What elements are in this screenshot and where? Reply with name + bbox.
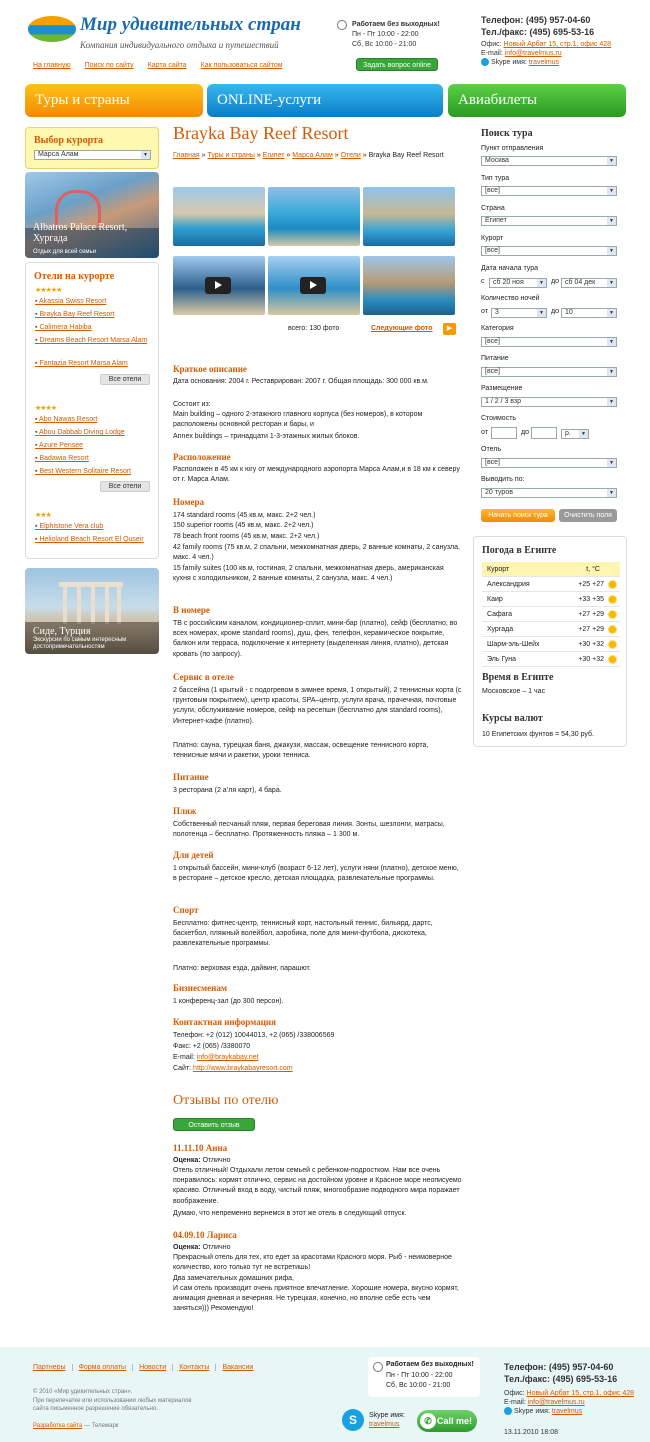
room-item: 15 family suites (100 кв.м, гостиная, 2 спальни, межкомнатная дверь, американская кухня с холодильником, 2 ванные комнаты, 2 санузла, макс. 4 чел.) bbox=[173, 565, 444, 583]
field-label: Тип тура bbox=[481, 175, 510, 182]
email-label: E-mail: bbox=[504, 1399, 526, 1406]
brief-annex: Annex buildings – тринадцати 1-3-этажных жилых блоков. bbox=[173, 433, 360, 440]
nav-howto-link[interactable]: Как пользоваться сайтом bbox=[200, 62, 283, 69]
date-to-select[interactable]: сб 04 дек ▼ bbox=[561, 278, 617, 288]
category-select[interactable]: [все] ▼ bbox=[481, 337, 617, 347]
brief-text: Дата основания: 2004 г. Реставрирован: 2007 г. Общая площадь: 300 000 кв.м. bbox=[173, 378, 429, 385]
promo-side[interactable] bbox=[25, 568, 159, 654]
video-thumbnail[interactable] bbox=[268, 256, 360, 315]
breadcrumb-link[interactable]: Отели bbox=[340, 152, 361, 159]
sport-paid-text: Платно: верховая езда, дайвинг, парашют. bbox=[173, 965, 311, 972]
footer-date: 13.11.2010 18:08 bbox=[504, 1429, 558, 1436]
next-photos-link[interactable]: Следующие фото bbox=[371, 325, 433, 332]
phone: Телефон: (495) 957-04-60 bbox=[504, 1362, 614, 1372]
sun-icon bbox=[609, 641, 616, 648]
sport-text: Бесплатно: фитнес-центр, теннисный корт, настольный теннис, бильярд, дартс, баскетбол, пляжный волейбол, аэробика, поле для мини-футбола, дискотека, развлекательные программы. bbox=[173, 920, 433, 948]
temple-column bbox=[105, 586, 109, 624]
clock-icon bbox=[373, 1362, 383, 1372]
date-from-prefix: с bbox=[481, 278, 485, 285]
business-text: 1 конференц-зал (до 300 персон). bbox=[173, 998, 284, 1005]
breadcrumb-sep: » bbox=[332, 152, 341, 159]
hotel-link[interactable]: ▪ Helioland Beach Resort El Quseir bbox=[35, 535, 151, 544]
breadcrumb-link[interactable]: Главная bbox=[173, 152, 200, 159]
footer-skype-label: Skype имя: bbox=[369, 1412, 405, 1419]
hotel-link[interactable]: ▪ Fantazia Resort Marsa Alam bbox=[35, 359, 151, 368]
skype-link[interactable]: travelmus bbox=[551, 1408, 583, 1415]
office-address-link[interactable]: Новый Арбат 15, стр.1, офис 428 bbox=[526, 1390, 635, 1397]
promo-subtitle: Отдых для всей семьи bbox=[33, 249, 97, 255]
page-title: Brayka Bay Reef Resort bbox=[173, 123, 349, 143]
play-icon[interactable] bbox=[300, 277, 326, 294]
three-stars-icon: ★★★ bbox=[35, 512, 51, 519]
ask-question-button[interactable]: Задать вопрос online bbox=[356, 58, 438, 71]
footer-payment-link[interactable]: Форма оплаты bbox=[73, 1364, 134, 1371]
email-link[interactable]: info@travelmus.ru bbox=[527, 1399, 585, 1406]
hotel-link[interactable]: ▪ Badawia Resort bbox=[35, 454, 151, 463]
resort-select-box bbox=[25, 127, 159, 169]
skype-line bbox=[481, 58, 611, 67]
developer-name: — Телемарк bbox=[84, 1423, 119, 1429]
resort-hotels-box bbox=[25, 262, 159, 559]
field-label: Страна bbox=[481, 205, 505, 212]
copyright-note: сайта письменное разрешение обязательно. bbox=[33, 1406, 158, 1412]
promo-subtitle: Экскурсии по самым интересным достопримечательностям bbox=[33, 637, 127, 650]
logo-icon[interactable] bbox=[28, 16, 76, 42]
field-label: Отель bbox=[481, 446, 501, 453]
price-to-prefix: до bbox=[521, 429, 529, 436]
resort-select[interactable]: [все] ▼ bbox=[481, 246, 617, 256]
section-heading: Для детей bbox=[173, 850, 214, 860]
currency-text: 10 Египетских фунтов = 54,30 руб. bbox=[482, 731, 594, 738]
hotel-link[interactable]: ▪ Akassia Swiss Resort bbox=[35, 297, 151, 306]
room-item: 174 standard rooms (45 кв.м, макс. 2+2 чел.) bbox=[173, 512, 316, 519]
breadcrumb-sep: » bbox=[254, 152, 263, 159]
section-heading: Сервис в отеле bbox=[173, 672, 234, 682]
weather-temp: +27 +29 bbox=[578, 626, 604, 633]
nav-home-link[interactable]: На главную bbox=[33, 62, 71, 69]
schedule-weekdays: Пн - Пт 10:00 - 22:00 bbox=[386, 1372, 453, 1379]
header bbox=[0, 0, 650, 80]
field-label: Выводить по: bbox=[481, 476, 525, 483]
fax: Тел./факс: (495) 695-53-16 bbox=[504, 1374, 618, 1384]
section-heading: В номере bbox=[173, 605, 210, 615]
rating-value: Отлично bbox=[202, 1157, 231, 1164]
contact-fax: Факс: +2 (065) /3380070 bbox=[173, 1043, 251, 1050]
photo-thumbnail[interactable] bbox=[268, 187, 360, 246]
video-thumbnail[interactable] bbox=[173, 256, 265, 315]
sun-icon bbox=[609, 581, 616, 588]
weather-temp: +33 +35 bbox=[578, 596, 604, 603]
office-label: Офис: bbox=[481, 41, 502, 48]
email-link[interactable]: info@travelmus.ru bbox=[504, 50, 562, 57]
weather-city: Сафага bbox=[487, 611, 512, 618]
footer-skype-link[interactable]: travelmus bbox=[369, 1421, 400, 1428]
developer-line bbox=[33, 1422, 118, 1430]
email-line bbox=[504, 1398, 634, 1407]
rating-label: Оценка: bbox=[173, 1157, 201, 1164]
inroom-text: ТВ с российским каналом, кондиционер-сплит, мини-бар (платно), сейф (бесплатно, во всех номерах, кроме standard rooms), душ, фен, телефон, керамическое покрытие, балкон или терраса, подключение к интернету (выделенная линия, платно), детская кровать (по запросу). bbox=[173, 620, 458, 658]
footer-schedule-box bbox=[368, 1357, 480, 1397]
office-line bbox=[481, 40, 611, 49]
footer-jobs-link[interactable]: Вакансии bbox=[222, 1364, 254, 1371]
skype-icon[interactable]: S bbox=[342, 1409, 364, 1431]
call-me-label: Call me! bbox=[437, 1416, 473, 1426]
nav-search-link[interactable]: Поиск по сайту bbox=[84, 62, 134, 69]
logo-title[interactable]: Мир удивительных стран bbox=[80, 14, 301, 35]
breadcrumb-link[interactable]: Марса Алам bbox=[292, 152, 333, 159]
photo-total: всего: 130 фото bbox=[288, 325, 340, 332]
price-to-input[interactable] bbox=[531, 427, 557, 439]
section-heading: Краткое описание bbox=[173, 364, 247, 374]
hotel-link[interactable]: ▪ Elphistone Vera club bbox=[35, 522, 151, 531]
hotel-link[interactable]: ▪ Abo Nawas Resort bbox=[35, 415, 151, 424]
nights-to-prefix: до bbox=[551, 308, 559, 315]
review-text: Отель отличный! Отдыхали летом семьей с ребенком-подростком. Нам все очень понравилось: кормят отлично, сервис на достойном уровне и Красное море неописуемо красиво. Отличный вход в воду, чистый пляж, многообразие подводного мира поражает воображение. bbox=[173, 1167, 462, 1205]
room-item: 150 superior rooms (45 кв.м, макс. 2+2 чел.) bbox=[173, 522, 314, 529]
footer-nav bbox=[33, 1364, 259, 1371]
currency-select[interactable]: р. ▼ bbox=[561, 429, 589, 439]
breadcrumb-sep: » bbox=[284, 152, 293, 159]
country-select[interactable]: Египет ▼ bbox=[481, 216, 617, 226]
price-from-input[interactable] bbox=[491, 427, 517, 439]
date-from-select[interactable]: сб 20 ноя ▼ bbox=[489, 278, 547, 288]
temple-column bbox=[63, 586, 67, 624]
output-select[interactable]: 20 туров ▼ bbox=[481, 488, 617, 498]
hotels-title: Отели на курорте bbox=[34, 271, 115, 282]
schedule-title: Работаем без выходных! bbox=[386, 1361, 474, 1368]
footer-contacts bbox=[504, 1361, 634, 1416]
photo-thumbnail[interactable] bbox=[363, 256, 455, 315]
footer-news-link[interactable]: Новости bbox=[133, 1364, 173, 1371]
sun-icon bbox=[609, 596, 616, 603]
hotel-link[interactable]: ▪ Calimera Habiba bbox=[35, 323, 151, 332]
skype-line bbox=[504, 1407, 634, 1416]
kids-text: 1 открытый бассейн, мини-клуб (возраст 6-12 лет), услуги няни (платно), детское меню, в ресторане – детское кресло, детская площадка, развлекательные программы. bbox=[173, 865, 459, 883]
contact-phone: Телефон: +2 (012) 10044013, +2 (065) /338006569 bbox=[173, 1032, 335, 1039]
review-rating bbox=[173, 1243, 463, 1253]
four-stars-icon: ★★★★ bbox=[35, 405, 57, 412]
weather-city: Эль Гуна bbox=[487, 656, 517, 663]
section-heading: Расположение bbox=[173, 452, 231, 462]
service-text: 2 бассейна (1 крытый - с подогревом в зимнее время, 1 открытый), 2 теннисных корта (с грунтовым покрытием), центр красоты, SPA–центр, услуги врача, прачечная, почтовые услуги, обслуживание номеров, сейф на ресепшн (бесплатно для standard rooms), Интернет-кафе (платно). bbox=[173, 687, 462, 725]
breadcrumb-current: Brayka Bay Reef Resort bbox=[368, 152, 444, 159]
beach-text: Собственный песчаный пляж, первая береговая линия. Зонты, шезлонги, матрасы, полотенца – бесплатно. Протяженность пляжа – 1 300 м. bbox=[173, 821, 445, 839]
schedule-weekend: Сб, Вс 10:00 - 21:00 bbox=[386, 1382, 451, 1389]
phone-icon: ✆ bbox=[420, 1413, 436, 1429]
all-hotels-button[interactable]: Все отели bbox=[100, 481, 150, 492]
breadcrumb-sep: » bbox=[360, 152, 369, 159]
play-icon[interactable] bbox=[205, 277, 231, 294]
logo-subtitle: Компания индивидуального отдыха и путешествий bbox=[80, 40, 279, 50]
field-label: Категория bbox=[481, 325, 514, 332]
office-label: Офис: bbox=[504, 1390, 525, 1397]
weather-city: Хургада bbox=[487, 626, 514, 633]
email-line bbox=[481, 49, 611, 58]
clock-icon bbox=[337, 20, 347, 30]
section-heading: Пляж bbox=[173, 806, 197, 816]
review-text: И сам отель производит очень приятное впечатление. Хорошие номера, вкусно кормят, анимация дневная и вечерняя. Не турецкая, конечно, но вполне себе есть чем заняться))) Рекомендую! bbox=[173, 1285, 459, 1313]
breadcrumb-sep: » bbox=[199, 152, 208, 159]
contact-site-link[interactable]: http://www.braykabayresort.com bbox=[193, 1065, 293, 1072]
promo-albatros[interactable] bbox=[25, 172, 159, 258]
office-address-link[interactable]: Новый Арбат 15, стр.1, офис 428 bbox=[503, 41, 612, 48]
departure-select[interactable]: Москва ▼ bbox=[481, 156, 617, 166]
tour-type-select[interactable]: [все] ▼ bbox=[481, 186, 617, 196]
review-text: Думаю, что непременно вернемся в этот же отель в следующий отпуск. bbox=[173, 1210, 407, 1217]
review-text: Два замечательных домашних рифа, bbox=[173, 1275, 294, 1282]
weather-row bbox=[482, 592, 620, 607]
weather-row bbox=[482, 637, 620, 652]
weather-city: Каир bbox=[487, 596, 503, 603]
weather-temp: +30 +32 bbox=[578, 641, 604, 648]
clear-fields-button[interactable]: Очистить поля bbox=[559, 509, 617, 522]
section-heading: Спорт bbox=[173, 905, 199, 915]
contact-email-line bbox=[173, 1053, 463, 1063]
weather-temp: +25 +27 bbox=[578, 581, 604, 588]
breadcrumb-link[interactable]: Египет bbox=[262, 152, 285, 159]
field-label: Стоимость bbox=[481, 415, 517, 422]
breadcrumb bbox=[173, 151, 457, 161]
sun-icon bbox=[609, 656, 616, 663]
temple-column bbox=[77, 586, 81, 624]
reviews-title: Отзывы по отелю bbox=[173, 1093, 279, 1108]
header-contacts bbox=[481, 14, 611, 67]
review-rating bbox=[173, 1156, 463, 1166]
weather-header-row bbox=[482, 562, 620, 577]
currency-title: Курсы валют bbox=[482, 713, 543, 724]
col-temp: t, °C bbox=[586, 566, 600, 573]
schedule-weekend: Сб, Вс 10:00 - 21:00 bbox=[352, 41, 417, 48]
resort-select[interactable]: Марса Алам ▼ bbox=[34, 150, 151, 160]
weather-city: Шарм-эль-Шейх bbox=[487, 641, 540, 648]
weather-row bbox=[482, 622, 620, 637]
phone: Телефон: (495) 957-04-60 bbox=[481, 15, 591, 25]
hotel-link[interactable]: ▪ Dreams Beach Resort Marsa Alam bbox=[35, 336, 151, 345]
call-me-button[interactable] bbox=[417, 1410, 477, 1432]
date-to-prefix: до bbox=[551, 278, 559, 285]
skype-label: Skype имя: bbox=[514, 1408, 550, 1415]
copyright: © 2010 «Мир удивительных стран». bbox=[33, 1389, 133, 1395]
skype-icon bbox=[481, 58, 489, 66]
section-heading: Контактная информация bbox=[173, 1017, 276, 1027]
weather-city: Александрия bbox=[487, 581, 530, 588]
brief-main: Main building – одного 2-этажного главного корпуса (без номеров), в котором расположены основной ресторан и бары, и bbox=[173, 411, 423, 429]
sun-icon bbox=[609, 626, 616, 633]
weather-title: Погода в Египте bbox=[482, 545, 557, 556]
weather-box bbox=[473, 536, 627, 747]
schedule-weekdays: Пн - Пт 10:00 - 22:00 bbox=[352, 31, 419, 38]
footer-contacts-link[interactable]: Контакты bbox=[173, 1364, 216, 1371]
time-text: Московское – 1 час bbox=[482, 688, 546, 695]
nav-sitemap-link[interactable]: Карта сайта bbox=[147, 62, 187, 69]
menu-online[interactable]: ONLINE-услуги bbox=[207, 84, 443, 117]
review-text: Прекрасный отель для тех, кто едет за красотами Красного моря. Рыб - неимоверное количество, кого только тут не встретишь! bbox=[173, 1254, 452, 1272]
waterslide-graphic bbox=[55, 190, 101, 226]
field-label: Пункт отправления bbox=[481, 145, 544, 152]
price-from-prefix: от bbox=[481, 429, 488, 436]
accommodation-select[interactable]: 1 / 2 / 3 взр ▼ bbox=[481, 397, 617, 407]
time-title: Время в Египте bbox=[482, 672, 554, 683]
weather-temp: +27 +29 bbox=[578, 611, 604, 618]
brief-consists: Состоит из: bbox=[173, 401, 211, 408]
next-arrow-icon[interactable]: ▶ bbox=[443, 323, 456, 335]
rating-label: Оценка: bbox=[173, 1244, 201, 1251]
weather-table bbox=[482, 562, 620, 667]
room-item: 78 beach front rooms (45 кв.м, макс. 2+2 чел.) bbox=[173, 533, 320, 540]
weather-row bbox=[482, 577, 620, 592]
service-paid-text: Платно: сауна, турецкая баня, джакузи, массаж, освещение теннисного корта, теннисные мячи и ракетки, уроки тенниса. bbox=[173, 742, 429, 760]
nights-from-prefix: от bbox=[481, 308, 488, 315]
field-label: Курорт bbox=[481, 235, 504, 242]
location-text: Расположен в 45 км к югу от международного аэропорта Марса Алам,и в 18 км к северу от г. Марса Алам. bbox=[173, 466, 460, 484]
temple-column bbox=[91, 586, 95, 624]
skype-icon bbox=[504, 1407, 512, 1415]
weather-temp: +30 +32 bbox=[578, 656, 604, 663]
sun-icon bbox=[609, 611, 616, 618]
skype-label: Skype имя: bbox=[491, 59, 527, 66]
resort-select-title: Выбор курорта bbox=[34, 135, 104, 146]
fax: Тел./факс: (495) 695-53-16 bbox=[481, 27, 595, 37]
promo-title: Albatros Palace Resort, Хургада bbox=[33, 222, 128, 244]
photo-thumbnail[interactable] bbox=[363, 187, 455, 246]
field-label: Количество ночей bbox=[481, 295, 540, 302]
review-author: 04.09.10 Лариса bbox=[173, 1230, 237, 1240]
section-heading: Номера bbox=[173, 497, 204, 507]
hotel-link[interactable]: ▪ Best Western Solitaire Resort bbox=[35, 467, 151, 476]
weather-row bbox=[482, 652, 620, 667]
leave-review-button[interactable]: Оставить отзыв bbox=[173, 1118, 255, 1131]
footer-partners-link[interactable]: Партнеры bbox=[33, 1364, 73, 1371]
promo-title: Сиде, Турция bbox=[33, 626, 91, 637]
skype-link[interactable]: travelmus bbox=[528, 59, 560, 66]
food-text: 3 ресторана (2 а’ля карт), 4 бара. bbox=[173, 787, 282, 794]
nights-to-select[interactable]: 10 ▼ bbox=[561, 308, 617, 318]
office-line bbox=[504, 1389, 634, 1398]
email-label: E-mail: bbox=[481, 50, 503, 57]
top-nav bbox=[33, 62, 283, 69]
temple-column bbox=[117, 586, 121, 624]
room-item: 42 family rooms (75 кв.м, 2 спальни, межкомнатная дверь, 2 ванные комнаты, 2 санузла, макс. 4 чел.) bbox=[173, 544, 460, 562]
section-heading: Бизнесменам bbox=[173, 983, 227, 993]
field-label: Размещение bbox=[481, 385, 523, 392]
schedule-title: Работаем без выходных! bbox=[352, 21, 440, 28]
copyright-note: При перепечатке или использовании любых материалов bbox=[33, 1398, 192, 1404]
contact-site-line bbox=[173, 1064, 463, 1074]
section-heading: Питание bbox=[173, 772, 209, 782]
hotel-select[interactable]: [все] ▼ bbox=[481, 458, 617, 468]
menu-tours[interactable]: Туры и страны bbox=[25, 84, 203, 117]
menu-avia[interactable]: Авиабилеты bbox=[448, 84, 626, 117]
hotel-link[interactable]: ▪ Azure Pensee bbox=[35, 441, 151, 450]
hotel-link[interactable]: ▪ Abou Dabbab Diving Lodge bbox=[35, 428, 151, 437]
developer-link[interactable]: Разработка сайта bbox=[33, 1423, 83, 1429]
contact-email-link[interactable]: info@braykabay.net bbox=[196, 1054, 259, 1061]
breadcrumb-link[interactable]: Туры и страны bbox=[207, 152, 255, 159]
tour-search-title: Поиск тура bbox=[481, 128, 533, 139]
review-author: 11.11.10 Анна bbox=[173, 1143, 228, 1153]
meal-select[interactable]: [все] ▼ bbox=[481, 367, 617, 377]
five-stars-icon: ★★★★★ bbox=[35, 287, 62, 294]
all-hotels-button[interactable]: Все отели bbox=[100, 374, 150, 385]
contact-email-label: E-mail: bbox=[173, 1054, 195, 1061]
start-search-button[interactable]: Начать поиск тура bbox=[481, 509, 555, 522]
hotel-link[interactable]: ▪ Brayka Bay Reef Resort bbox=[35, 310, 151, 319]
nights-from-select[interactable]: 3 ▼ bbox=[491, 308, 547, 318]
contact-site-label: Сайт: bbox=[173, 1065, 192, 1072]
field-label: Питание bbox=[481, 355, 509, 362]
photo-thumbnail[interactable] bbox=[173, 187, 265, 246]
field-label: Дата начала тура bbox=[481, 265, 539, 272]
weather-row bbox=[482, 607, 620, 622]
rating-value: Отлично bbox=[202, 1244, 231, 1251]
col-resort: Курорт bbox=[487, 566, 510, 573]
